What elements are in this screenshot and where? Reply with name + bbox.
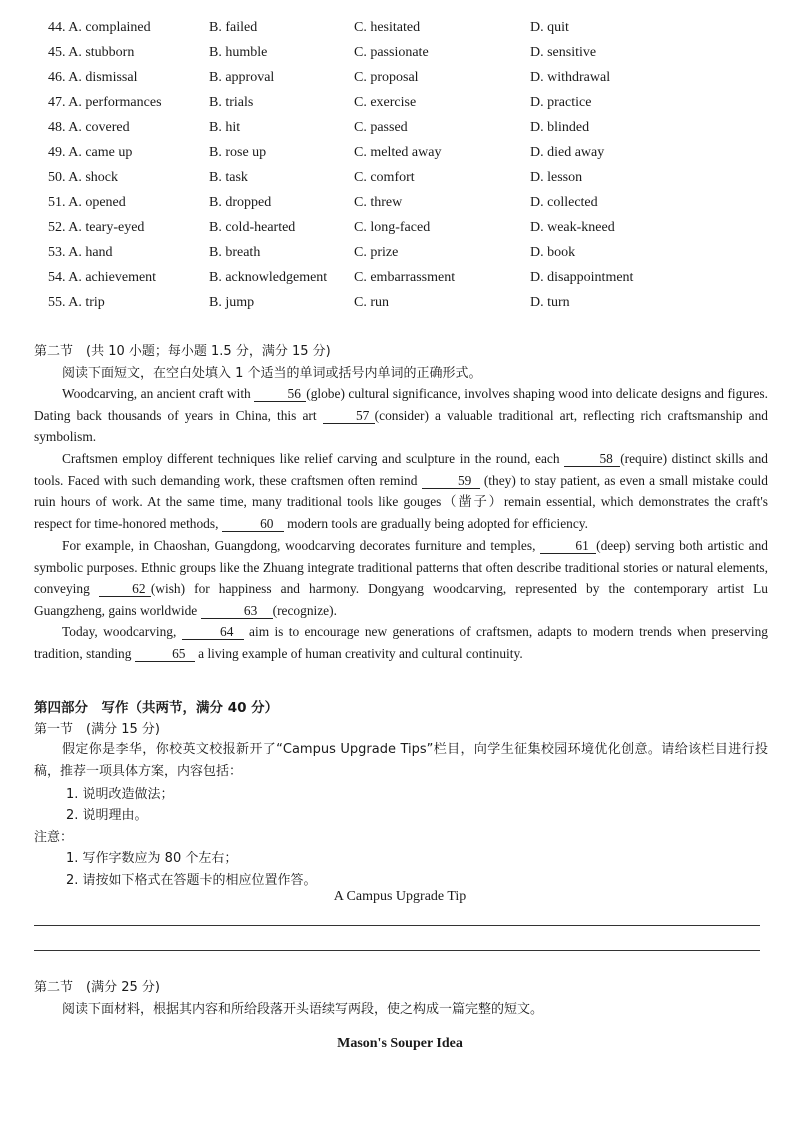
option-b: B. trials xyxy=(209,95,254,110)
tip-title: A Campus Upgrade Tip xyxy=(333,889,467,904)
option-b: B. task xyxy=(209,170,248,185)
blank-59[interactable]: 59 xyxy=(422,473,480,489)
option-c: C. run xyxy=(354,295,389,310)
option-a: 45. A. stubborn xyxy=(48,45,135,60)
part4-heading: 第四部分 写作（共两节，满分 40 分） xyxy=(34,700,279,716)
option-b: B. approval xyxy=(209,70,275,85)
option-c: C. prize xyxy=(354,245,399,260)
part4-section2-instruction: 阅读下面材料，根据其内容和所给段落开头语续写两段，使之构成一篇完整的短文。 xyxy=(62,1002,544,1017)
blank-63[interactable]: 63 xyxy=(201,603,273,619)
option-a: 54. A. achievement xyxy=(48,270,157,285)
blank-60[interactable]: 60 xyxy=(222,516,284,532)
blank-62[interactable]: 62 xyxy=(99,581,151,597)
passage-paragraph-4: Today, woodcarving, 64 aim is to encourage new generations of craftsmen, adapts to modern trends when preserving tradition, standing 65 a living example of human creativity and cultural continuity. xyxy=(34,624,768,661)
option-b: B. acknowledgement xyxy=(209,270,328,285)
option-d: D. withdrawal xyxy=(530,70,611,85)
story-title: Mason's Souper Idea xyxy=(337,1036,463,1051)
option-a: 52. A. teary-eyed xyxy=(48,220,145,235)
option-c: C. exercise xyxy=(354,95,417,110)
option-d: D. weak-kneed xyxy=(530,220,615,235)
note-label: 注意： xyxy=(34,830,74,845)
question-row xyxy=(0,145,800,170)
writing-prompt: 假定你是李华，你校英文校报新开了“Campus Upgrade Tips”栏目，向学生征集校园环境优化创意。请给该栏目进行投稿，推荐一项具体方案，内容包括： xyxy=(34,742,768,779)
option-d: D. died away xyxy=(530,145,605,160)
section2-heading: 第二节 (共 10 小题；每小题 1.5 分，满分 15 分) xyxy=(34,344,331,359)
option-c: C. hesitated xyxy=(354,20,421,35)
option-c: C. long-faced xyxy=(354,220,431,235)
question-row xyxy=(0,120,800,145)
option-b: B. breath xyxy=(209,245,261,260)
blank-56[interactable]: 56 xyxy=(254,386,306,402)
question-row xyxy=(0,195,800,220)
answer-line-2[interactable] xyxy=(34,950,760,951)
section2-instruction: 阅读下面短文，在空白处填入 1 个适当的单词或括号内单词的正确形式。 xyxy=(62,366,482,381)
question-row xyxy=(0,295,800,320)
blank-61[interactable]: 61 xyxy=(540,538,596,554)
option-a: 53. A. hand xyxy=(48,245,113,260)
option-b: B. failed xyxy=(209,20,258,35)
option-a: 55. A. trip xyxy=(48,295,105,310)
note-item-1: 1. 写作字数应为 80 个左右； xyxy=(66,851,238,866)
question-row xyxy=(0,20,800,45)
option-c: C. passionate xyxy=(354,45,429,60)
option-d: D. blinded xyxy=(530,120,590,135)
option-d: D. turn xyxy=(530,295,570,310)
question-row xyxy=(0,45,800,70)
option-c: C. embarrassment xyxy=(354,270,456,285)
option-b: B. humble xyxy=(209,45,268,60)
question-row xyxy=(0,220,800,245)
option-d: D. practice xyxy=(530,95,592,110)
question-row xyxy=(0,70,800,95)
multiple-choice-options xyxy=(0,20,800,320)
option-b: B. dropped xyxy=(209,195,272,210)
option-d: D. lesson xyxy=(530,170,583,185)
option-b: B. hit xyxy=(209,120,241,135)
option-a: 46. A. dismissal xyxy=(48,70,138,85)
option-a: 49. A. came up xyxy=(48,145,133,160)
option-d: D. disappointment xyxy=(530,270,634,285)
part4-section1-heading: 第一节 (满分 15 分) xyxy=(34,722,160,737)
question-row xyxy=(0,245,800,270)
option-b: B. rose up xyxy=(209,145,267,160)
passage-paragraph-1: Woodcarving, an ancient craft with 56 (globe) cultural significance, involves shaping wood into delicate designs and figures. Dating back thousands of years in China, this art 57 (consider) a valuable traditional art, reflecting rich craftsmanship and symbolism. xyxy=(34,386,768,445)
option-d: D. collected xyxy=(530,195,598,210)
option-a: 50. A. shock xyxy=(48,170,118,185)
option-d: D. sensitive xyxy=(530,45,597,60)
option-c: C. passed xyxy=(354,120,408,135)
part4-section2-heading: 第二节 (满分 25 分) xyxy=(34,980,160,995)
question-row xyxy=(0,95,800,120)
passage-paragraph-2: Craftsmen employ different techniques like relief carving and sculpture in the round, each 58 (require) distinct skills and tools. Faced with such demanding work, these craftsmen often remind 59 (they) to stay patient, as even a small mistake could ruin hours of work. At the same time, many traditional tools like gouges（凿子）remain essential, which demonstrates the craft's respect for time-honored methods, 60 modern tools are gradually being adopted for efficiency. xyxy=(34,451,768,532)
blank-65[interactable]: 65 xyxy=(135,646,195,662)
blank-64[interactable]: 64 xyxy=(182,624,244,640)
option-c: C. proposal xyxy=(354,70,419,85)
option-a: 47. A. performances xyxy=(48,95,162,110)
note-item-2: 2. 请按如下格式在答题卡的相应位置作答。 xyxy=(66,873,317,888)
answer-line-1[interactable] xyxy=(34,925,760,926)
option-d: D. quit xyxy=(530,20,569,35)
option-b: B. jump xyxy=(209,295,255,310)
writing-item-2: 2. 说明理由。 xyxy=(66,808,148,823)
option-a: 51. A. opened xyxy=(48,195,126,210)
option-c: C. melted away xyxy=(354,145,442,160)
option-a: 48. A. covered xyxy=(48,120,130,135)
option-c: C. threw xyxy=(354,195,403,210)
question-row xyxy=(0,270,800,295)
passage-paragraph-3: For example, in Chaoshan, Guangdong, woodcarving decorates furniture and temples, 61 (deep) serving both artistic and symbolic purposes. Ethnic groups like the Zhuang integrate traditional patterns that often describe traditional stories or natural elements, conveying 62 (wish) for happiness and harmony. Dongyang woodcarving, represented by the contemporary artist Lu Guangzheng, gains worldwide 63 (recognize). xyxy=(34,538,769,619)
question-row xyxy=(0,170,800,195)
option-a: 44. A. complained xyxy=(48,20,151,35)
blank-57[interactable]: 57 xyxy=(323,408,375,424)
option-b: B. cold-hearted xyxy=(209,220,296,235)
option-c: C. comfort xyxy=(354,170,415,185)
blank-58[interactable]: 58 xyxy=(564,451,620,467)
writing-item-1: 1. 说明改造做法； xyxy=(66,787,174,802)
option-d: D. book xyxy=(530,245,576,260)
